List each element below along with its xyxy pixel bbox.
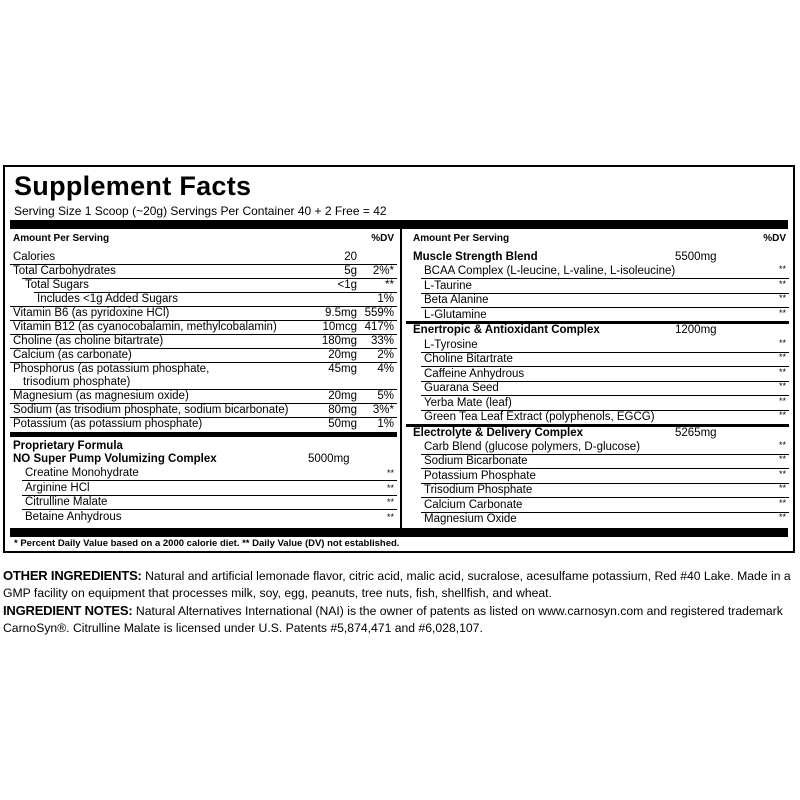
nutrient-dv: ** <box>385 279 394 291</box>
nutrient-amount: 10mcg <box>322 321 357 333</box>
ingredient-name: Choline Bitartrate <box>424 353 513 366</box>
ingredient-row <box>406 381 789 395</box>
other-ingredients-label: OTHER INGREDIENTS: <box>3 568 142 583</box>
nutrient-name-cont: trisodium phosphate) <box>23 376 131 388</box>
nutrient-name: Potassium (as potassium phosphate) <box>13 418 203 430</box>
ingredient-dv: ** <box>778 293 786 304</box>
nutrient-name: Total Sugars <box>25 279 89 291</box>
nutrient-dv: 1% <box>377 293 394 305</box>
footnote: * Percent Daily Value based on a 2000 calorie diet. ** Daily Value (DV) not established. <box>14 538 400 549</box>
nutrient-amount: 80mg <box>328 404 357 416</box>
nutrient-row <box>10 320 397 334</box>
nutrient-name: Includes <1g Added Sugars <box>37 293 178 305</box>
ingredient-name: Arginine HCl <box>25 481 90 494</box>
blend-amount: 5265mg <box>675 426 717 439</box>
dv-label: %DV <box>371 233 394 244</box>
supplement-facts-panel <box>3 165 795 553</box>
ingredient-name: Magnesium Oxide <box>424 513 517 526</box>
nutrient-name: Phosphorus (as potassium phosphate, <box>13 363 210 375</box>
panel-title: Supplement Facts <box>14 171 252 201</box>
ingredient-row <box>406 367 789 381</box>
nutrient-dv: 1% <box>377 418 394 430</box>
ingredient-dv: ** <box>778 454 786 465</box>
ingredient-name: L-Glutamine <box>424 308 487 321</box>
nutrient-row <box>10 417 397 431</box>
nutrient-amount: 20mg <box>328 349 357 361</box>
blend-name: Electrolyte & Delivery Complex <box>413 426 584 439</box>
ingredient-dv: ** <box>778 497 786 508</box>
section-divider <box>10 432 397 437</box>
ingredient-name: L-Taurine <box>424 279 472 292</box>
nutrient-name: Calories <box>13 251 56 263</box>
nutrient-row <box>10 348 397 362</box>
ingredient-dv: ** <box>778 307 786 318</box>
ingredient-dv: ** <box>778 352 786 363</box>
proprietary-blend-row <box>10 452 397 466</box>
proprietary-blend-amount: 5000mg <box>308 453 350 465</box>
ingredient-dv: ** <box>778 337 786 348</box>
ingredient-name: Betaine Anhydrous <box>25 510 122 523</box>
amount-per-serving-label: Amount Per Serving <box>413 233 510 244</box>
ingredient-name: Caffeine Anhydrous <box>424 367 525 380</box>
ingredient-row <box>406 293 789 307</box>
nutrient-dv: 559% <box>364 307 394 319</box>
ingredient-dv: ** <box>778 366 786 377</box>
nutrient-dv: 417% <box>364 321 394 333</box>
ingredient-dv: ** <box>778 410 786 421</box>
ingredient-row <box>406 512 789 526</box>
blend-amount: 5500mg <box>675 251 717 263</box>
ingredient-dv: ** <box>778 468 786 479</box>
right-column <box>406 229 789 526</box>
proprietary-blend-name: NO Super Pump Volumizing Complex <box>13 453 217 465</box>
blend-row <box>406 250 789 264</box>
nutrient-name: Total Carbohydrates <box>13 265 116 277</box>
ingredient-row <box>406 483 789 497</box>
nutrient-name: Vitamin B12 (as cyanocobalamin, methylcobalamin) <box>13 321 277 333</box>
ingredient-dv: ** <box>778 381 786 392</box>
nutrient-name: Choline (as choline bitartrate) <box>13 335 164 347</box>
ingredient-dv: ** <box>386 497 394 508</box>
bottom-divider <box>10 528 788 537</box>
nutrient-amount: 5g <box>344 265 357 277</box>
ingredient-name: Green Tea Leaf Extract (polyphenols, EGCG) <box>424 411 655 424</box>
ingredient-row <box>406 338 789 352</box>
left-column-header <box>10 229 397 250</box>
ingredient-notes-label: INGREDIENT NOTES: <box>3 603 133 618</box>
ingredient-row <box>10 510 397 524</box>
ingredient-row <box>10 495 397 509</box>
ingredient-notes <box>3 602 798 637</box>
dv-label: %DV <box>763 233 786 244</box>
nutrient-amount: 180mg <box>321 335 357 347</box>
ingredient-dv: ** <box>778 439 786 450</box>
ingredient-dv: ** <box>386 468 394 478</box>
nutrient-row <box>10 250 397 264</box>
nutrient-row <box>10 306 397 320</box>
nutrient-name: Calcium (as carbonate) <box>13 349 132 361</box>
right-column-header <box>406 229 789 250</box>
nutrient-amount: 20 <box>344 251 357 263</box>
blend-row <box>406 323 789 337</box>
nutrient-row <box>10 264 397 278</box>
thick-divider <box>10 220 788 229</box>
ingredient-name: Carb Blend (glucose polymers, D-glucose) <box>424 440 641 453</box>
nutrient-amount: 20mg <box>328 390 357 402</box>
nutrient-name: Magnesium (as magnesium oxide) <box>13 390 189 402</box>
ingredient-dv: ** <box>386 511 394 522</box>
ingredient-row <box>406 308 789 322</box>
nutrient-dv: 5% <box>377 390 394 402</box>
ingredient-name: L-Tyrosine <box>424 338 478 351</box>
nutrient-row <box>10 292 397 306</box>
amount-per-serving-label: Amount Per Serving <box>13 233 110 244</box>
ingredient-name: Guarana Seed <box>424 382 499 395</box>
blend-amount: 1200mg <box>675 324 717 337</box>
serving-info: Serving Size 1 Scoop (~20g) Servings Per Container 40 + 2 Free = 42 <box>14 204 387 218</box>
ingredient-name: BCAA Complex (L-leucine, L-valine, L-isoleucine) <box>424 265 676 278</box>
ingredient-name: Beta Alanine <box>424 294 489 307</box>
nutrient-amount: 9.5mg <box>325 307 357 319</box>
blend-name: Muscle Strength Blend <box>413 251 538 263</box>
ingredient-row <box>10 466 397 480</box>
ingredient-row <box>406 454 789 468</box>
nutrient-row <box>10 334 397 348</box>
other-ingredients <box>3 567 798 602</box>
nutrient-dv: 3%* <box>372 404 394 416</box>
nutrient-dv: 33% <box>370 335 394 347</box>
nutrient-amount: 45mg <box>328 363 357 375</box>
ingredient-notes-text: Natural Alternatives International (NAI) is the owner of patents as listed on www.carnosyn.com and registered trademark CarnoSyn®. Citrulline Malate is licensed under U.S. Patents #5,874,471 and #6,028,107. <box>3 604 783 635</box>
nutrient-amount: 50mg <box>328 418 357 430</box>
nutrient-dv: 2%* <box>372 265 394 277</box>
ingredient-name: Sodium Bicarbonate <box>424 455 528 468</box>
ingredient-name: Potassium Phosphate <box>424 469 536 482</box>
ingredient-row <box>406 440 789 454</box>
nutrient-amount: <1g <box>337 279 357 291</box>
nutrient-row <box>10 278 397 292</box>
ingredient-dv: ** <box>778 483 786 494</box>
other-ingredients-text: Natural and artificial lemonade flavor, citric acid, malic acid, sucralose, acesulfame potassium, Red #40 Lake. Made in a GMP facility on equipment that processes milk, soy, egg, peanuts, tree nuts, fish, shellfish, and wheat. <box>3 569 791 600</box>
ingredient-dv: ** <box>778 264 786 275</box>
ingredient-dv: ** <box>778 395 786 406</box>
ingredient-name: Yerba Mate (leaf) <box>424 396 512 409</box>
ingredient-name: Calcium Carbonate <box>424 498 523 511</box>
nutrient-row <box>10 389 397 403</box>
nutrient-name: Sodium (as trisodium phosphate, sodium bicarbonate) <box>13 404 289 416</box>
blend-name: Enertropic & Antioxidant Complex <box>413 324 600 337</box>
ingredient-dv: ** <box>778 278 786 289</box>
ingredient-row <box>10 481 397 495</box>
nutrient-row <box>10 403 397 417</box>
ingredient-row <box>406 498 789 512</box>
nutrient-dv: 4% <box>377 363 394 375</box>
ingredient-name: Citrulline Malate <box>25 496 108 509</box>
ingredient-row <box>406 396 789 410</box>
ingredient-dv: ** <box>386 482 394 493</box>
ingredient-name: Trisodium Phosphate <box>424 484 533 497</box>
ingredient-dv: ** <box>778 512 786 523</box>
proprietary-heading: Proprietary Formula <box>13 440 123 452</box>
ingredient-row <box>406 264 789 278</box>
ingredient-name: Creatine Monohydrate <box>25 467 139 479</box>
ingredient-row <box>406 279 789 293</box>
nutrient-name: Vitamin B6 (as pyridoxine HCl) <box>13 307 170 319</box>
blend-row <box>406 426 789 440</box>
ingredient-row <box>406 469 789 483</box>
nutrient-dv: 2% <box>377 349 394 361</box>
column-divider <box>400 229 402 528</box>
left-column <box>10 229 397 523</box>
ingredient-row <box>406 352 789 366</box>
nutrient-row <box>10 362 397 389</box>
ingredient-row <box>406 410 789 424</box>
